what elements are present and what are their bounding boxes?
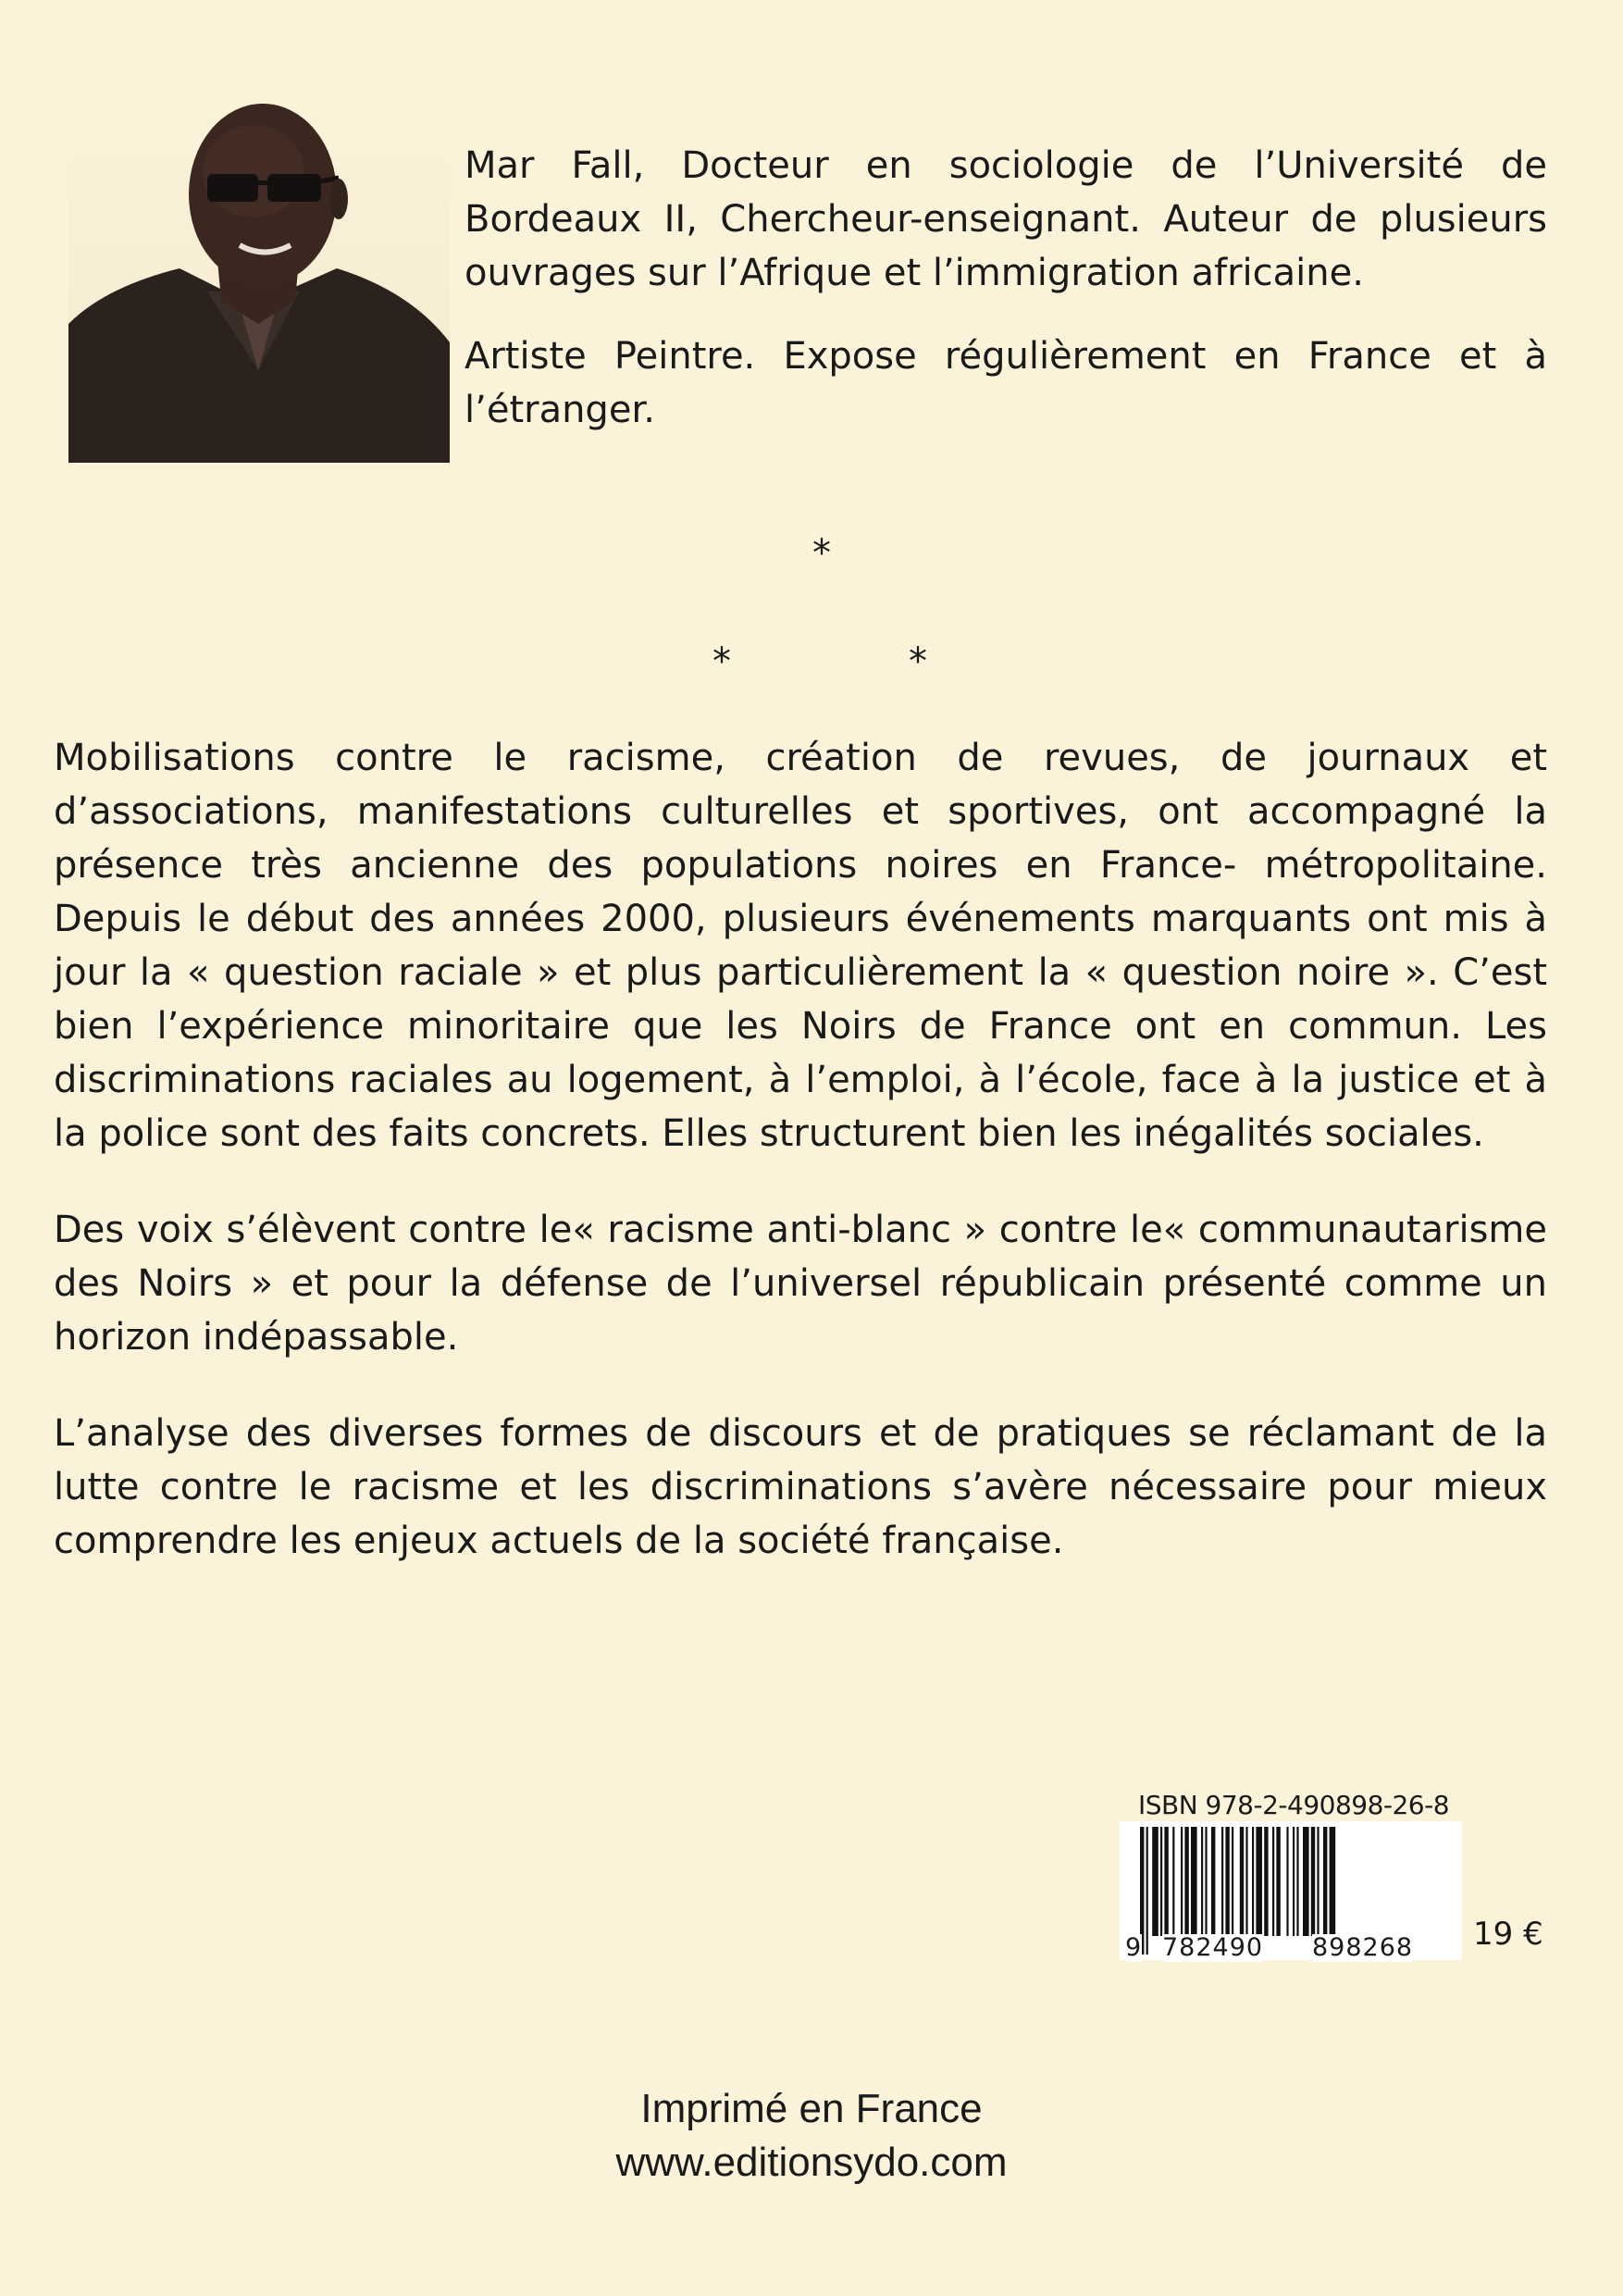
barcode-bar [1172, 1827, 1174, 1936]
barcode-digits-right: 898268 [1312, 1933, 1414, 1962]
barcode-bar [1272, 1827, 1274, 1936]
book-summary [54, 731, 1547, 1610]
barcode-bar [1317, 1827, 1319, 1936]
barcode-bar [1205, 1827, 1207, 1936]
barcode-bar [1164, 1827, 1168, 1936]
barcode-bar [1232, 1827, 1233, 1936]
barcode-bar [1323, 1827, 1327, 1936]
barcode-bar [1201, 1827, 1203, 1936]
author-bio-paragraph: Mar Fall, Docteur en sociologie de l’Université de Bordeaux II, Chercheur-enseignant. Auteur de plusieurs ouvrages sur l’Afrique et l’immigration africaine. [465, 144, 1547, 294]
barcode-digits-left: 782490 [1162, 1933, 1264, 1962]
isbn-label: ISBN 978-2-490898-26-8 [1137, 1790, 1450, 1820]
summary-paragraph: Des voix s’élèvent contre le« racisme anti-blanc » contre le« communautarisme des Noirs » et pour la défense de l’universel républicain présenté comme un horizon indépassable. [54, 1209, 1547, 1359]
price: 19 € [1473, 1916, 1543, 1953]
separator-asterisk: * [909, 640, 927, 683]
barcode-bar [1184, 1827, 1188, 1936]
barcode-bar [1286, 1827, 1288, 1936]
summary-paragraph: L’analyse des diverses formes de discours et de pratiques se réclamant de la lutte contre le racisme et les discriminations s’avère nécessaire pour mieux comprendre les enjeux actuels de la société française. [54, 1412, 1547, 1562]
printed-in-label: Imprimé en France [640, 2086, 983, 2131]
barcode-bar [1160, 1827, 1162, 1936]
barcode-bar [1264, 1827, 1268, 1936]
barcode-bar [1211, 1827, 1215, 1936]
barcode-bar [1296, 1827, 1298, 1936]
barcode-bar [1146, 1827, 1148, 1955]
barcode-digit-lead: 9 [1125, 1933, 1143, 1962]
barcode-bar [1276, 1827, 1280, 1936]
barcode-bar [1252, 1827, 1254, 1936]
author-photo [68, 93, 450, 463]
barcode-bar [1181, 1827, 1183, 1936]
barcode-bar [1191, 1827, 1197, 1936]
barcode-bar [1256, 1827, 1262, 1936]
barcode-bar [1225, 1827, 1229, 1936]
barcode-bar [1330, 1827, 1336, 1936]
barcode-bar [1221, 1827, 1223, 1936]
barcode-bar [1303, 1827, 1309, 1936]
author-bio [465, 139, 1547, 466]
barcode-bar [1311, 1827, 1315, 1936]
separator-asterisk: * [812, 532, 831, 575]
author-bio-paragraph: Artiste Peintre. Expose régulièrement en France et à l’étranger. [465, 335, 1547, 431]
summary-paragraph: Mobilisations contre le racisme, création de revues, de journaux et d’associations, manifestations culturelles et sportives, ont accompagné la présence très ancienne des populations noires en France- métropolitaine. Depuis le début des années 2000, plusieurs événements marquants ont mis à jour la « question raciale » et plus particulièrement la « question noire ». C’est bien l’expérience minoritaire que les Noirs de France ont en commun. Les discriminations raciales au logement, à l’emploi, à l’école, face à la justice et à la police sont des faits concrets. Elles structurent bien les inégalités sociales. [54, 737, 1547, 1155]
barcode-bar [1293, 1827, 1295, 1936]
publisher-website: www.editionsydo.com [615, 2140, 1008, 2185]
footer [0, 2082, 1623, 2190]
separator-asterisk: * [712, 640, 731, 683]
barcode-bar [1152, 1827, 1158, 1936]
